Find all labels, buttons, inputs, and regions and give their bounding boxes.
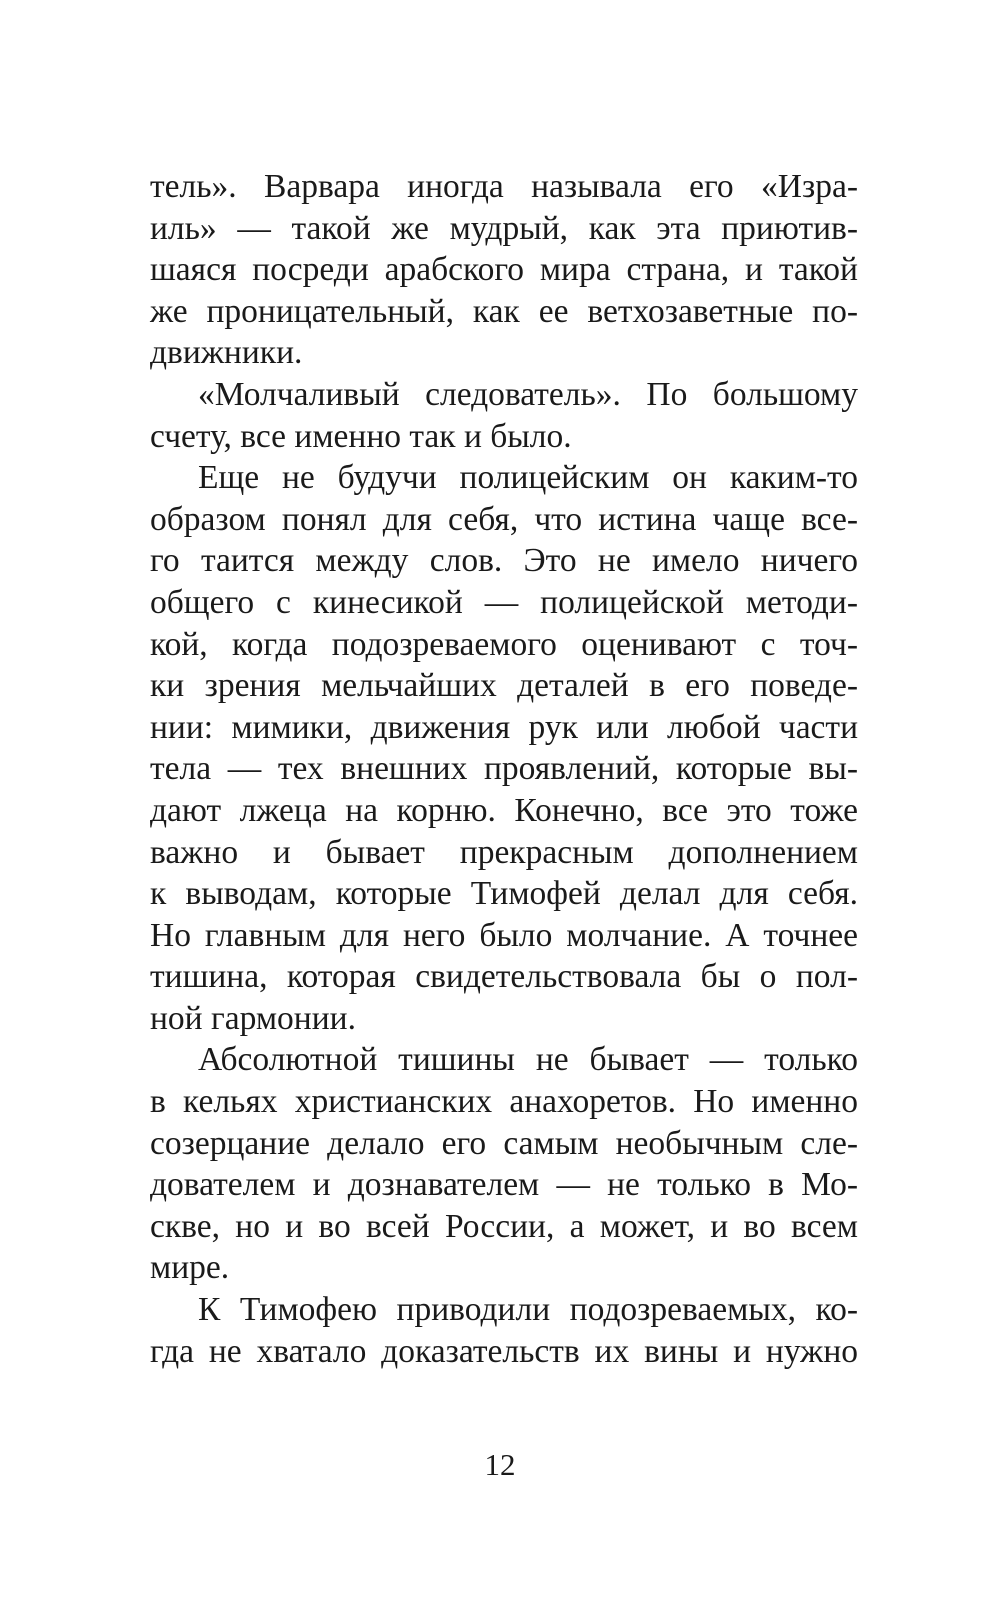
text-line: движники.: [150, 334, 303, 372]
text-line: «Молчаливый следователь». По большому: [198, 375, 858, 413]
text-line: иль» — такой же мудрый, как эта приютив-: [150, 209, 858, 247]
text-line: дают лжеца на корню. Конечно, все это тоже: [150, 791, 858, 829]
paragraph: [150, 1289, 858, 1372]
text-line: тела — тех внешних проявлений, которые вы-: [150, 750, 858, 788]
body-text: [150, 166, 858, 1372]
text-line: образом понял для себя, что истина чаще все-: [150, 500, 858, 538]
text-line: Еще не будучи полицейским он каким-то: [198, 459, 858, 497]
text-line: общего с кинесикой — полицейской методи-: [150, 583, 858, 621]
paragraph: [150, 457, 858, 1039]
paragraph: [150, 374, 858, 457]
page-number: 12: [484, 1447, 516, 1482]
text-line: ки зрения мельчайших деталей в его поведе-: [150, 667, 858, 705]
paragraph: [150, 166, 858, 374]
text-line: созерцание делало его самым необычным сле-: [150, 1124, 858, 1162]
text-line: нии: мимики, движения рук или любой части: [150, 708, 858, 746]
text-line: важно и бывает прекрасным дополнением: [150, 833, 858, 871]
text-line: к выводам, которые Тимофей делал для себя.: [150, 875, 858, 913]
paragraph: [150, 1039, 858, 1289]
text-line: же проницательный, как ее ветхозаветные по-: [150, 292, 858, 330]
text-line: ной гармонии.: [150, 999, 356, 1037]
text-line: счету, все именно так и было.: [150, 417, 572, 455]
text-line: в кельях христианских анахоретов. Но именно: [150, 1083, 858, 1121]
text-line: тель». Варвара иногда называла его «Изра-: [150, 168, 858, 205]
text-line: кой, когда подозреваемого оценивают с точ-: [150, 625, 858, 663]
text-line: мире.: [150, 1249, 230, 1287]
text-line: шаяся посреди арабского мира страна, и такой: [150, 251, 858, 289]
text-line: скве, но и во всей России, а может, и во всем: [150, 1207, 858, 1245]
text-line: тишина, которая свидетельствовала бы о пол-: [150, 958, 858, 996]
text-line: гда не хватало доказательств их вины и нужно: [150, 1332, 858, 1370]
text-line: Абсолютной тишины не бывает — только: [198, 1041, 858, 1079]
text-line: го таится между слов. Это не имело ничего: [150, 542, 858, 580]
text-line: дователем и дознавателем — не только в Мо-: [150, 1166, 858, 1204]
text-line: Но главным для него было молчание. А точнее: [150, 916, 858, 954]
text-line: К Тимофею приводили подозреваемых, ко-: [198, 1291, 858, 1329]
